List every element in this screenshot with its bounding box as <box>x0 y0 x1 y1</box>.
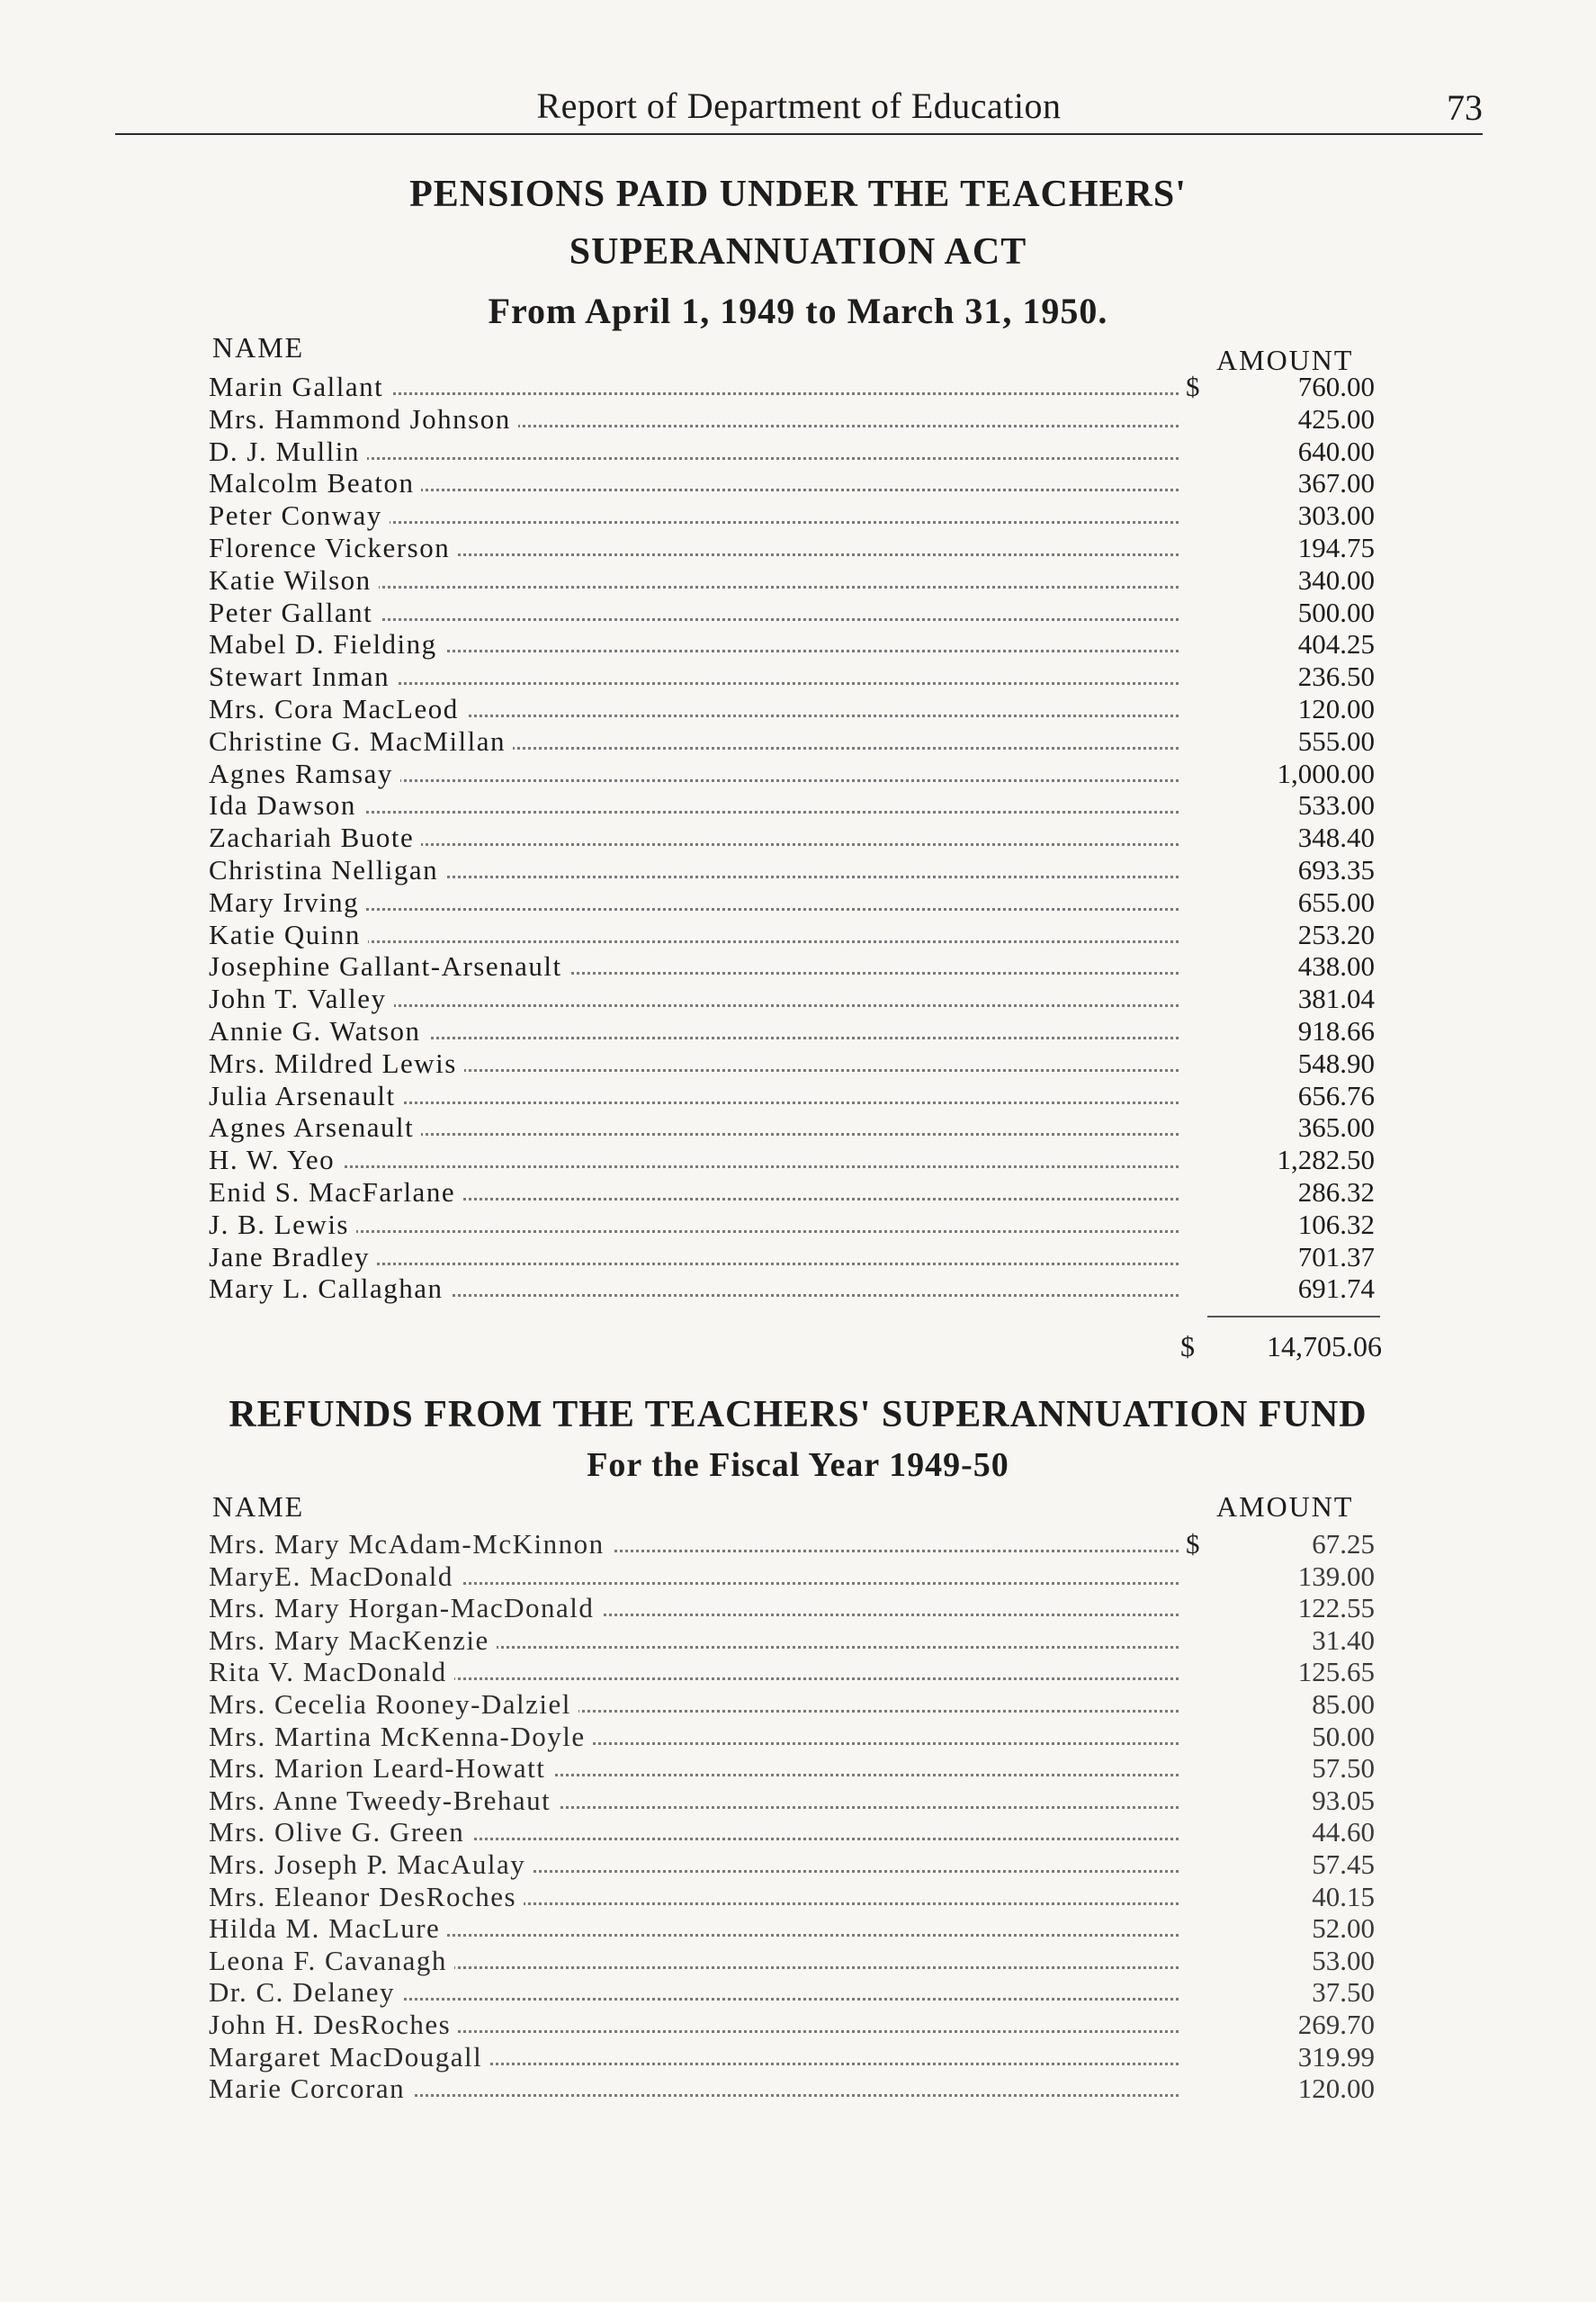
table-row <box>0 758 1596 790</box>
pension-amount: 548.90 <box>1297 1047 1375 1079</box>
table-row <box>0 919 1596 951</box>
pension-amount: 367.00 <box>1297 467 1375 499</box>
refund-amount: 40.15 <box>1312 1880 1375 1912</box>
table-row <box>0 983 1596 1015</box>
table-row <box>0 1721 1596 1753</box>
pension-name: Ida Dawson <box>209 789 363 822</box>
table-row <box>0 1848 1596 1881</box>
table-row <box>0 1688 1596 1721</box>
table-row <box>0 950 1596 983</box>
refund-name: Dr. C. Delaney <box>209 1976 402 2009</box>
pension-amount: 500.00 <box>1297 596 1375 628</box>
table-row <box>0 1592 1596 1624</box>
pensions-period: From April 1, 1949 to March 31, 1950. <box>488 291 1108 331</box>
table-row <box>0 854 1596 886</box>
pension-name: Zachariah Buote <box>209 822 421 854</box>
pension-name: Agnes Arsenault <box>209 1111 421 1144</box>
pension-name: Mrs. Cora MacLeod <box>209 693 466 725</box>
pension-name: Agnes Ramsay <box>209 758 400 790</box>
pension-amount: 253.20 <box>1297 918 1375 950</box>
pension-amount: 760.00 <box>1297 371 1375 402</box>
pension-amount: 555.00 <box>1297 724 1375 757</box>
dot-leader <box>216 1165 1179 1168</box>
running-header-title: Report of Department of Education <box>536 85 1062 126</box>
table-row <box>0 693 1596 725</box>
total-rule <box>1207 1316 1380 1317</box>
refund-name: Mrs. Martina McKenna-Doyle <box>209 1721 593 1753</box>
pension-amount: 381.04 <box>1297 983 1375 1015</box>
refunds-period: For the Fiscal Year 1949-50 <box>587 1446 1009 1484</box>
table-row <box>0 2009 1596 2041</box>
pension-amount: 348.40 <box>1297 822 1375 854</box>
refund-amount: 50.00 <box>1312 1720 1375 1752</box>
pension-amount: 1,000.00 <box>1277 757 1375 789</box>
refund-name: Mrs. Mary Horgan-MacDonald <box>209 1592 601 1624</box>
running-header <box>115 77 1483 140</box>
pension-name: Enid S. MacFarlane <box>209 1176 462 1209</box>
pension-name: Christina Nelligan <box>209 854 445 886</box>
refund-amount: 85.00 <box>1312 1687 1375 1720</box>
pension-amount: 194.75 <box>1297 531 1375 563</box>
refund-amount: 269.70 <box>1297 2008 1375 2040</box>
refund-name: Marie Corcoran <box>209 2073 412 2105</box>
refund-name: Mrs. Mary MacKenzie <box>209 1624 497 1657</box>
pensions-amount-column-header: AMOUNT <box>1216 344 1354 376</box>
table-row <box>0 436 1596 468</box>
refund-amount: 67.25 <box>1312 1528 1375 1560</box>
pension-name: Julia Arsenault <box>209 1080 403 1112</box>
table-row <box>0 1272 1596 1305</box>
table-row <box>0 1080 1596 1112</box>
refund-name: Mrs. Mary McAdam-McKinnon <box>209 1528 612 1560</box>
refund-name: Mrs. Marion Leard-Howatt <box>209 1752 552 1785</box>
refund-amount: 52.00 <box>1312 1912 1375 1945</box>
pension-currency: $ <box>1186 371 1200 402</box>
refund-name: John H. DesRoches <box>209 2009 458 2041</box>
table-row <box>0 403 1596 436</box>
pension-name: Christine G. MacMillan <box>209 725 513 758</box>
refund-name: Mrs. Cecelia Rooney-Dalziel <box>209 1688 578 1721</box>
pension-name: Mabel D. Fielding <box>209 628 444 661</box>
table-row <box>0 1816 1596 1848</box>
pension-name: Mary Irving <box>209 886 366 919</box>
refund-name: Mrs. Eleanor DesRoches <box>209 1881 524 1913</box>
pension-amount: 365.00 <box>1297 1111 1375 1144</box>
pension-name: Jane Bradley <box>209 1241 377 1273</box>
refund-name: Leona F. Cavanagh <box>209 1945 454 1977</box>
total-amount: 14,705.06 <box>1267 1330 1382 1362</box>
refund-amount: 120.00 <box>1297 2073 1375 2105</box>
refunds-amount-column-header: AMOUNT <box>1216 1490 1354 1523</box>
table-row <box>0 1048 1596 1080</box>
dot-leader <box>216 1230 1179 1233</box>
table-row <box>0 725 1596 758</box>
refund-name: Margaret MacDougall <box>209 2041 489 2073</box>
pension-name: Peter Conway <box>209 499 390 532</box>
refund-amount: 125.65 <box>1297 1656 1375 1688</box>
pension-name: Stewart Inman <box>209 661 397 693</box>
pension-amount: 918.66 <box>1297 1014 1375 1047</box>
table-row <box>0 1624 1596 1657</box>
table-row <box>0 1752 1596 1785</box>
refund-amount: 44.60 <box>1312 1816 1375 1848</box>
table-row <box>0 1785 1596 1817</box>
refunds-table <box>0 1528 1596 2105</box>
table-row <box>0 661 1596 693</box>
pension-name: Mrs. Hammond Johnson <box>209 403 518 436</box>
pension-amount: 640.00 <box>1297 435 1375 467</box>
refund-amount: 37.50 <box>1312 1976 1375 2009</box>
total-currency: $ <box>1180 1330 1195 1362</box>
refund-amount: 31.40 <box>1312 1623 1375 1656</box>
refund-name: Mrs. Olive G. Green <box>209 1816 471 1848</box>
pension-name: Josephine Gallant-Arsenault <box>209 950 569 983</box>
pensions-title-line2: SUPERANNUATION ACT <box>569 231 1027 273</box>
table-row <box>0 1976 1596 2009</box>
table-row <box>0 1176 1596 1209</box>
pension-amount: 655.00 <box>1297 886 1375 918</box>
table-row <box>0 564 1596 597</box>
pension-amount: 106.32 <box>1297 1208 1375 1240</box>
pension-name: Mary L. Callaghan <box>209 1272 451 1305</box>
pension-amount: 1,282.50 <box>1277 1144 1375 1176</box>
refunds-title: REFUNDS FROM THE TEACHERS' SUPERANNUATION FUND <box>229 1394 1367 1435</box>
table-row <box>0 371 1596 403</box>
refund-amount: 139.00 <box>1297 1560 1375 1592</box>
pension-amount: 236.50 <box>1297 661 1375 693</box>
table-row <box>0 1111 1596 1144</box>
pension-amount: 701.37 <box>1297 1240 1375 1272</box>
refund-amount: 319.99 <box>1297 2040 1375 2073</box>
table-row <box>0 789 1596 822</box>
table-row <box>0 597 1596 629</box>
pension-amount: 533.00 <box>1297 789 1375 822</box>
pension-amount: 404.25 <box>1297 628 1375 661</box>
table-row <box>0 628 1596 661</box>
table-row <box>0 1015 1596 1048</box>
page-number: 73 <box>1447 87 1483 128</box>
pension-name: J. B. Lewis <box>209 1209 356 1241</box>
pension-name: Annie G. Watson <box>209 1015 428 1048</box>
refund-amount: 57.45 <box>1312 1848 1375 1880</box>
table-row <box>0 1560 1596 1593</box>
table-row <box>0 1656 1596 1688</box>
refund-amount: 53.00 <box>1312 1944 1375 1976</box>
pensions-table <box>0 371 1596 1305</box>
table-row <box>0 822 1596 854</box>
pension-name: Florence Vickerson <box>209 532 457 564</box>
pension-amount: 303.00 <box>1297 499 1375 532</box>
pension-name: John T. Valley <box>209 983 394 1015</box>
pension-amount: 286.32 <box>1297 1175 1375 1208</box>
table-row <box>0 1528 1596 1560</box>
pension-name: Marin Gallant <box>209 371 390 403</box>
pension-amount: 340.00 <box>1297 563 1375 596</box>
table-row <box>0 1881 1596 1913</box>
pension-name: Peter Gallant <box>209 597 380 629</box>
pensions-name-column-header: NAME <box>212 331 305 364</box>
pension-name: Mrs. Mildred Lewis <box>209 1048 464 1080</box>
header-rule <box>115 133 1483 135</box>
pension-name: Katie Wilson <box>209 564 379 597</box>
pension-amount: 693.35 <box>1297 853 1375 886</box>
refund-name: Mrs. Joseph P. MacAulay <box>209 1848 533 1881</box>
refund-name: Rita V. MacDonald <box>209 1656 454 1688</box>
table-row <box>0 499 1596 532</box>
refund-name: Hilda M. MacLure <box>209 1912 447 1945</box>
refunds-name-column-header: NAME <box>212 1490 305 1523</box>
table-row <box>0 1209 1596 1241</box>
table-row <box>0 886 1596 919</box>
table-row <box>0 532 1596 564</box>
table-row <box>0 1144 1596 1176</box>
refund-amount: 122.55 <box>1297 1592 1375 1624</box>
table-row <box>0 1241 1596 1273</box>
table-row <box>0 1945 1596 1977</box>
pension-amount: 691.74 <box>1297 1272 1375 1305</box>
refund-amount: 93.05 <box>1312 1784 1375 1816</box>
pension-amount: 438.00 <box>1297 950 1375 983</box>
table-row <box>0 2041 1596 2073</box>
pension-amount: 656.76 <box>1297 1079 1375 1111</box>
pension-name: D. J. Mullin <box>209 436 367 468</box>
table-row <box>0 2073 1596 2105</box>
refund-amount: 57.50 <box>1312 1752 1375 1785</box>
pension-name: Katie Quinn <box>209 919 368 951</box>
pension-amount: 120.00 <box>1297 692 1375 724</box>
pension-name: Malcolm Beaton <box>209 467 421 499</box>
refund-name: MaryE. MacDonald <box>209 1560 461 1593</box>
refund-currency: $ <box>1186 1528 1200 1560</box>
pension-name: H. W. Yeo <box>209 1144 342 1176</box>
table-row <box>0 467 1596 499</box>
pension-amount: 425.00 <box>1297 402 1375 435</box>
refund-name: Mrs. Anne Tweedy-Brehaut <box>209 1785 558 1817</box>
pensions-title-line1: PENSIONS PAID UNDER THE TEACHERS' <box>409 174 1187 215</box>
table-row <box>0 1912 1596 1945</box>
